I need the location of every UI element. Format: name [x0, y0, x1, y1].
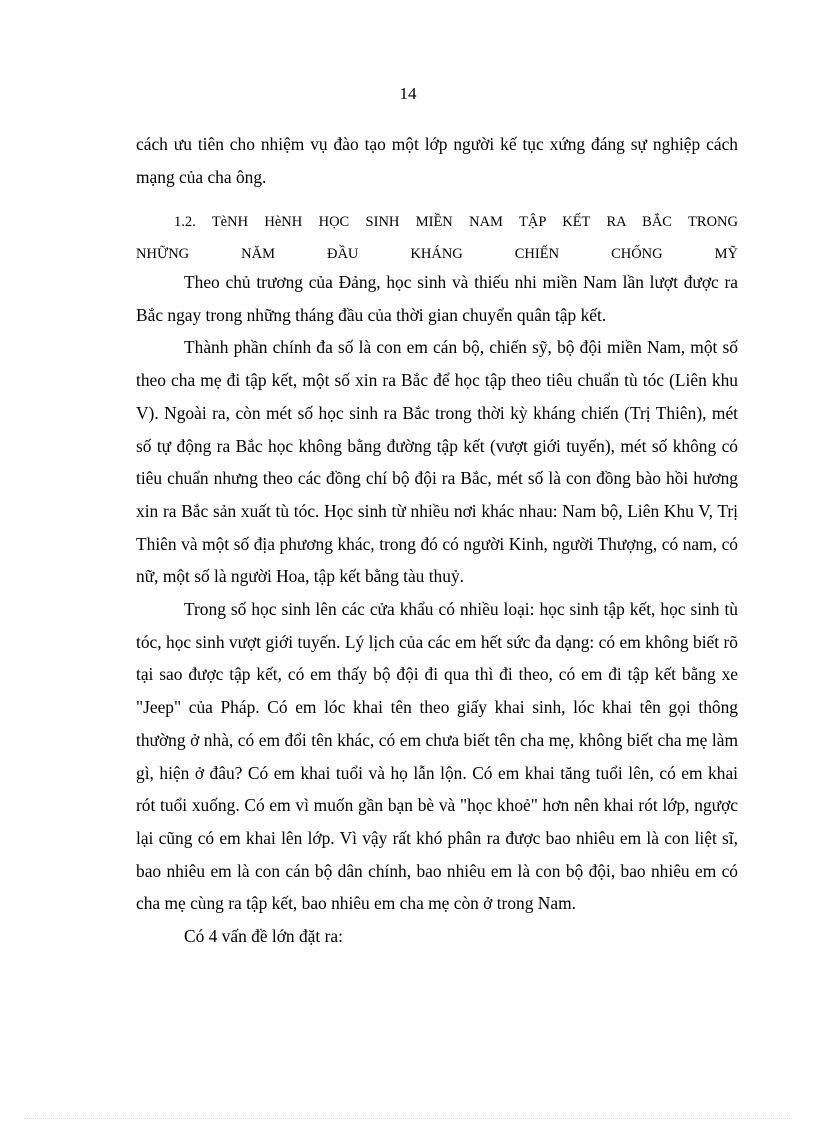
section-heading-line-2: NHỮNG NĂM ĐẦU KHÁNG CHIẾN CHỐNG MỸ [136, 246, 738, 262]
section-heading-line-1: 1.2. TèNH HèNH HỌC SINH MIỀN NAM TẬP KẾT RA BẮC TRONG [174, 214, 738, 230]
paragraph: Có 4 vấn đề lớn đặt ra: [184, 926, 343, 947]
paragraph: Thành phần chính đa số là con em cán bộ, chiến sỹ, bộ đội miền Nam, một số theo cha mẹ đi tập kết, một số xin ra Bắc để học tập theo tiêu chuẩn tù tóc (Liên khu V). Ngoài ra, còn mét số học sinh ra Bắc trong thời kỳ kháng chiến (Trị Thiên), mét số tự động ra Bắc học không bằng đường tập kết (vượt giới tuyến), mét số không có tiêu chuẩn nhưng theo các đồng chí bộ đội ra Bắc, mét số là con đồng bào hồi hương xin ra Bắc sản xuất tù tóc. Học sinh từ nhiều nơi khác nhau: Nam bộ, Liên Khu V, Trị Thiên và một số địa phương khác, trong đó có người Kinh, người Thượng, có nam, có nữ, một số là người Hoa, tập kết bằng tàu thuỷ. [136, 337, 738, 587]
section-heading [136, 206, 738, 270]
paragraph-continuation: cách ưu tiên cho nhiệm vụ đào tạo một lớp người kế tục xứng đáng sự nghiệp cách mạng của cha ông. [136, 134, 738, 187]
page-number: 14 [399, 84, 417, 103]
section-body [136, 266, 738, 953]
paragraph: Theo chủ trương của Đảng, học sinh và thiếu nhi miền Nam lần lượt được ra Bắc ngay trong những tháng đầu của thời gian chuyển quân tập kết. [136, 272, 738, 325]
paragraph: Trong số học sinh lên các cửa khẩu có nhiều loại: học sinh tập kết, học sinh tù tóc, học sinh vượt giới tuyến. Lý lịch của các em hết sức đa dạng: có em không biết rõ tại sao được tập kết, có em thấy bộ đội đi qua thì đi theo, có em đi tập kết bằng xe "Jeep" của Pháp. Có em lóc khai tên theo giấy khai sinh, lóc khai tên gọi thông thường ở nhà, có em đổi tên khác, có em chưa biết tên cha mẹ, không biết cha mẹ làm gì, hiện ở đâu? Có em khai tuổi và họ lẫn lộn. Có em khai tăng tuổi lên, có em khai rót tuổi xuống. Có em vì muốn gần bạn bè và "học khoẻ" hơn nên khai rót lớp, ngược lại cũng có em khai lên lớp. Vì vậy rất khó phân ra được bao nhiêu em là con liệt sĩ, bao nhiêu em là con cán bộ dân chính, bao nhiêu em là con bộ đội, bao nhiêu em có cha mẹ cùng ra tập kết, bao nhiêu em cha mẹ còn ở trong Nam. [136, 599, 738, 914]
page-bottom-divider [24, 1118, 792, 1119]
